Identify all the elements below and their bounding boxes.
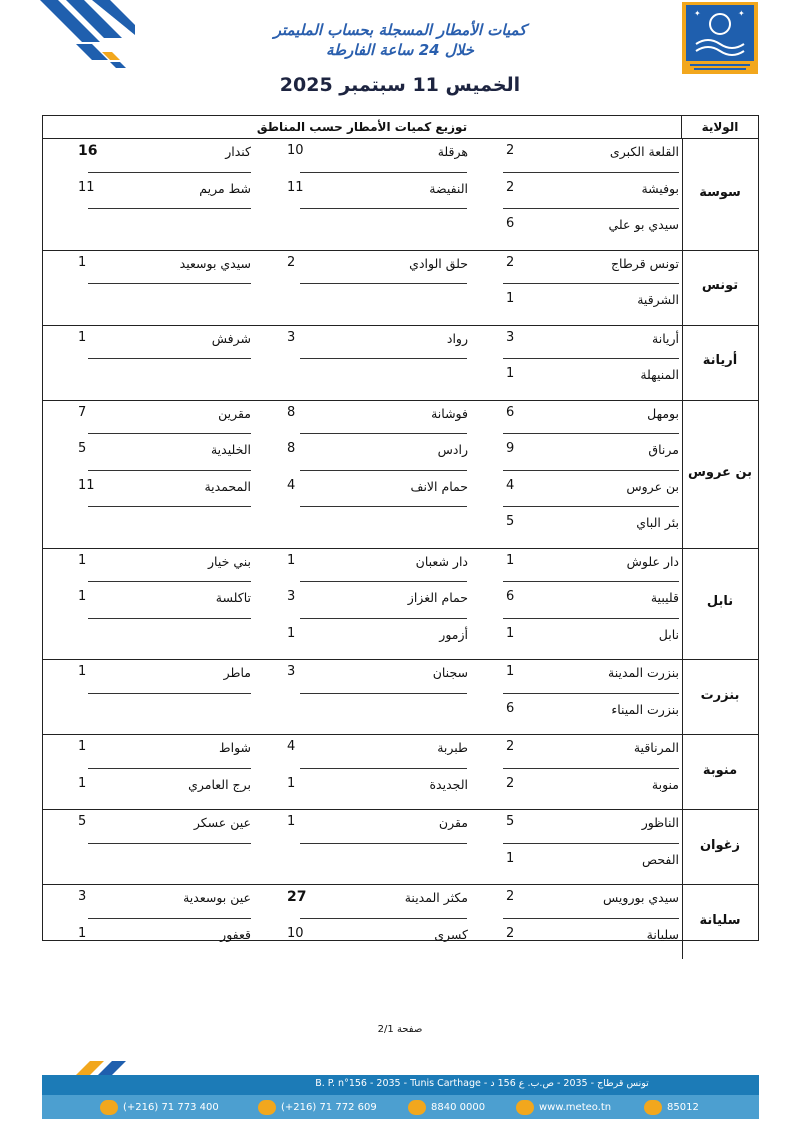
rainfall-value: 8 bbox=[287, 441, 296, 456]
station-name: الخليدية bbox=[210, 442, 251, 457]
station-name: مكثر المدينة bbox=[404, 890, 468, 905]
station-name: بنزرت المدينة bbox=[608, 665, 679, 680]
footer-address: B. P. n°156 - 2035 - Tunis Carthage - تونس قرطاج - 2035 - ص.ب. ع 156 د bbox=[315, 1078, 649, 1089]
cell-underline bbox=[300, 843, 467, 844]
rainfall-value: 1 bbox=[78, 664, 87, 679]
cell-underline bbox=[503, 358, 679, 359]
footer-phone-text: (+216) 71 773 400 bbox=[123, 1102, 219, 1113]
cell-underline bbox=[88, 843, 251, 844]
cell-underline bbox=[503, 172, 679, 173]
rainfall-value: 10 bbox=[287, 925, 304, 941]
svg-text:✦: ✦ bbox=[738, 9, 745, 18]
header-title-line2: خلال 24 ساعة الفارطة bbox=[326, 41, 474, 59]
header-wilaya: الولاية bbox=[701, 120, 739, 134]
station-name: تونس قرطاج bbox=[610, 255, 679, 271]
rainfall-value: 2 bbox=[506, 739, 515, 754]
station-name: أزمور bbox=[439, 626, 468, 642]
rainfall-value: 27 bbox=[287, 889, 307, 905]
station-name: حلق الوادي bbox=[409, 255, 468, 271]
cell-underline bbox=[88, 208, 251, 209]
cell-underline bbox=[88, 768, 251, 769]
station-name: رواد bbox=[446, 330, 468, 346]
station-name: رادس bbox=[437, 442, 468, 457]
station-name: نابل bbox=[658, 626, 679, 642]
cell-underline bbox=[503, 843, 679, 844]
rainfall-value: 1 bbox=[78, 589, 87, 604]
rainfall-value: 5 bbox=[78, 814, 87, 829]
wilaya-label: سليانة bbox=[699, 912, 741, 928]
rainfall-value: 6 bbox=[506, 216, 515, 231]
rainfall-value: 4 bbox=[287, 477, 296, 493]
rainfall-value: 6 bbox=[506, 700, 515, 716]
report-date: الخميس 11 سبتمبر 2025 bbox=[279, 74, 521, 96]
group-divider bbox=[43, 809, 758, 810]
page-number: صفحة 2/1 bbox=[377, 1024, 423, 1035]
station-name: طبربة bbox=[437, 740, 468, 755]
station-name: بنزرت الميناء bbox=[611, 701, 679, 717]
rainfall-value: 1 bbox=[78, 925, 87, 941]
wilaya-label: بن عروس bbox=[687, 464, 753, 480]
station-name: الناظور bbox=[641, 815, 679, 830]
phone-icon bbox=[100, 1100, 118, 1115]
wilaya-label: سوسة bbox=[699, 184, 741, 200]
institute-logo bbox=[682, 2, 758, 74]
cell-underline bbox=[503, 208, 679, 209]
header-zones: توزيع كميات الأمطار حسب المناطق bbox=[43, 116, 682, 138]
rainfall-value: 1 bbox=[78, 775, 87, 791]
station-name: قليبية bbox=[650, 590, 679, 605]
header-title-line1: كميات الأمطار المسجلة بحساب المليمتر bbox=[273, 21, 527, 39]
rainfall-value: 2 bbox=[287, 254, 296, 270]
station-name: برج العامري bbox=[188, 776, 251, 792]
footer-fax-text: (+216) 71 772 609 bbox=[281, 1102, 377, 1113]
station-name: شرفش bbox=[211, 330, 251, 346]
rainfall-value: 16 bbox=[78, 143, 98, 159]
rainfall-value: 1 bbox=[506, 552, 515, 568]
rainfall-value: 7 bbox=[78, 404, 87, 420]
station-name: كندار bbox=[225, 144, 251, 159]
station-name: عين بوسعدية bbox=[183, 890, 251, 905]
station-name: دار علوش bbox=[626, 553, 679, 569]
cell-underline bbox=[88, 918, 251, 919]
rainfall-value: 1 bbox=[78, 552, 87, 568]
station-name: هرقلة bbox=[437, 144, 468, 159]
group-divider bbox=[43, 734, 758, 735]
rainfall-value: 1 bbox=[506, 850, 515, 866]
rainfall-value: 4 bbox=[287, 739, 296, 754]
rainfall-value: 11 bbox=[78, 179, 95, 195]
cell-underline bbox=[503, 506, 679, 507]
rainfall-value: 5 bbox=[78, 441, 87, 456]
cell-underline bbox=[503, 581, 679, 582]
station-name: بوفيشة bbox=[641, 180, 679, 196]
station-name: ماطر bbox=[223, 665, 251, 680]
rainfall-value: 1 bbox=[287, 552, 296, 568]
group-divider bbox=[43, 884, 758, 885]
station-name: حمام الانف bbox=[410, 478, 468, 494]
globe-icon bbox=[516, 1100, 534, 1115]
station-name: المنيهلة bbox=[640, 367, 679, 382]
cell-underline bbox=[88, 358, 251, 359]
rainfall-value: 1 bbox=[506, 366, 515, 381]
station-name: بن عروس bbox=[626, 478, 679, 494]
rainfall-value: 2 bbox=[506, 143, 515, 158]
station-name: شط مريم bbox=[199, 180, 251, 196]
footer-fax bbox=[258, 1100, 377, 1115]
rainfall-value: 5 bbox=[506, 814, 515, 829]
group-divider bbox=[43, 250, 758, 251]
cell-underline bbox=[300, 172, 467, 173]
footer-green-number bbox=[408, 1100, 485, 1115]
station-name: الفحص bbox=[642, 851, 679, 867]
cell-underline bbox=[88, 506, 251, 507]
station-name: مرناق bbox=[648, 442, 679, 457]
rainfall-value: 3 bbox=[287, 329, 296, 345]
cell-underline bbox=[503, 618, 679, 619]
station-name: كسرى bbox=[434, 926, 468, 942]
footer-website-text[interactable]: www.meteo.tn bbox=[539, 1102, 612, 1113]
footer-sms-text: 85012 bbox=[667, 1102, 699, 1113]
group-divider bbox=[43, 400, 758, 401]
wilaya-label: بنزرت bbox=[700, 687, 740, 703]
group-divider bbox=[43, 659, 758, 660]
cell-underline bbox=[88, 618, 251, 619]
rainfall-value: 1 bbox=[506, 625, 515, 641]
wilaya-label: أريانة bbox=[702, 353, 738, 368]
group-divider bbox=[43, 325, 758, 326]
rainfall-value: 1 bbox=[506, 291, 515, 306]
footer-sms bbox=[644, 1100, 699, 1115]
cell-underline bbox=[88, 172, 251, 173]
station-name: القلعة الكبرى bbox=[609, 144, 679, 159]
cell-underline bbox=[88, 693, 251, 694]
station-name: أريانة bbox=[652, 330, 679, 346]
station-name: الجديدة bbox=[429, 776, 468, 792]
rainfall-value: 11 bbox=[78, 477, 95, 493]
rainfall-value: 3 bbox=[78, 889, 87, 904]
rainfall-value: 1 bbox=[78, 329, 87, 345]
station-name: مقرن bbox=[438, 815, 468, 830]
footer-website[interactable] bbox=[516, 1100, 611, 1115]
cell-underline bbox=[88, 470, 251, 471]
cell-underline bbox=[503, 918, 679, 919]
rainfall-value: 1 bbox=[287, 814, 296, 829]
rainfall-value: 2 bbox=[506, 775, 515, 791]
footer bbox=[42, 1061, 759, 1119]
station-name: حمام الغزاز bbox=[407, 590, 468, 605]
rainfall-value: 1 bbox=[78, 739, 87, 754]
cell-underline bbox=[300, 283, 467, 284]
station-name: سيدي بورويس bbox=[603, 890, 679, 905]
station-name: بئر الباي bbox=[636, 515, 679, 530]
rainfall-value: 2 bbox=[506, 925, 515, 941]
cell-underline bbox=[300, 918, 467, 919]
station-name: عين عسكر bbox=[193, 815, 251, 830]
cell-underline bbox=[300, 506, 467, 507]
rainfall-value: 10 bbox=[287, 143, 304, 158]
decorative-stripes-graphic bbox=[40, 0, 135, 75]
table-header bbox=[43, 116, 758, 139]
station-name: الشرقية bbox=[637, 292, 679, 307]
rainfall-value: 2 bbox=[506, 889, 515, 904]
group-divider bbox=[43, 548, 758, 549]
station-name: المحمدية bbox=[204, 478, 251, 494]
wilaya-label: منوبة bbox=[702, 762, 738, 778]
station-name: بومهل bbox=[647, 405, 679, 421]
footer-phone bbox=[100, 1100, 219, 1115]
rainfall-table bbox=[42, 115, 759, 941]
cell-underline bbox=[503, 693, 679, 694]
headset-icon bbox=[408, 1100, 426, 1115]
cell-underline bbox=[300, 693, 467, 694]
rainfall-value: 5 bbox=[506, 514, 515, 529]
cell-underline bbox=[300, 358, 467, 359]
rainfall-value: 11 bbox=[287, 179, 304, 195]
station-name: بني خيار bbox=[208, 553, 251, 569]
cell-underline bbox=[503, 768, 679, 769]
cell-underline bbox=[503, 283, 679, 284]
rainfall-value: 9 bbox=[506, 441, 515, 456]
station-name: فوشانة bbox=[431, 405, 468, 421]
wilaya-label: نابل bbox=[706, 594, 734, 610]
rainfall-value: 1 bbox=[506, 664, 515, 679]
rainfall-value: 1 bbox=[287, 775, 296, 791]
station-name: تاكلسة bbox=[215, 590, 251, 605]
station-name: سيدي بو علي bbox=[608, 217, 679, 232]
footer-green-number-text: 8840 0000 bbox=[431, 1102, 486, 1113]
rainfall-value: 4 bbox=[506, 477, 515, 493]
cell-underline bbox=[300, 618, 467, 619]
cell-underline bbox=[300, 208, 467, 209]
station-name: دار شعبان bbox=[415, 553, 468, 569]
cell-underline bbox=[503, 433, 679, 434]
rainfall-value: 2 bbox=[506, 254, 515, 270]
rainfall-value: 3 bbox=[287, 589, 296, 604]
rainfall-value: 1 bbox=[78, 254, 87, 270]
cell-underline bbox=[88, 283, 251, 284]
wilaya-label: تونس bbox=[701, 278, 739, 293]
sms-icon bbox=[644, 1100, 662, 1115]
rainfall-value: 3 bbox=[506, 329, 515, 345]
station-name: سجنان bbox=[432, 665, 468, 680]
wilaya-label: زغوان bbox=[699, 837, 741, 853]
rainfall-value: 6 bbox=[506, 589, 515, 604]
rainfall-value: 8 bbox=[287, 404, 296, 420]
station-name: سليانة bbox=[646, 926, 679, 942]
station-name: المرناقية bbox=[633, 740, 679, 755]
station-name: منوبة bbox=[651, 776, 679, 792]
station-name: شواط bbox=[219, 740, 251, 755]
cell-underline bbox=[503, 470, 679, 471]
station-name: قعفور bbox=[220, 926, 251, 942]
station-name: سيدي بوسعيد bbox=[179, 255, 251, 271]
cell-underline bbox=[88, 433, 251, 434]
fax-icon bbox=[258, 1100, 276, 1115]
station-name: مقرين bbox=[218, 405, 251, 421]
cell-underline bbox=[300, 581, 467, 582]
rainfall-value: 2 bbox=[506, 179, 515, 195]
cell-underline bbox=[300, 768, 467, 769]
station-name: النفيضة bbox=[429, 180, 468, 196]
cell-underline bbox=[300, 433, 467, 434]
rainfall-value: 6 bbox=[506, 404, 515, 420]
svg-text:✦: ✦ bbox=[694, 9, 701, 18]
cell-underline bbox=[88, 581, 251, 582]
cell-underline bbox=[300, 470, 467, 471]
rainfall-value: 1 bbox=[287, 625, 296, 641]
rainfall-value: 3 bbox=[287, 664, 296, 679]
